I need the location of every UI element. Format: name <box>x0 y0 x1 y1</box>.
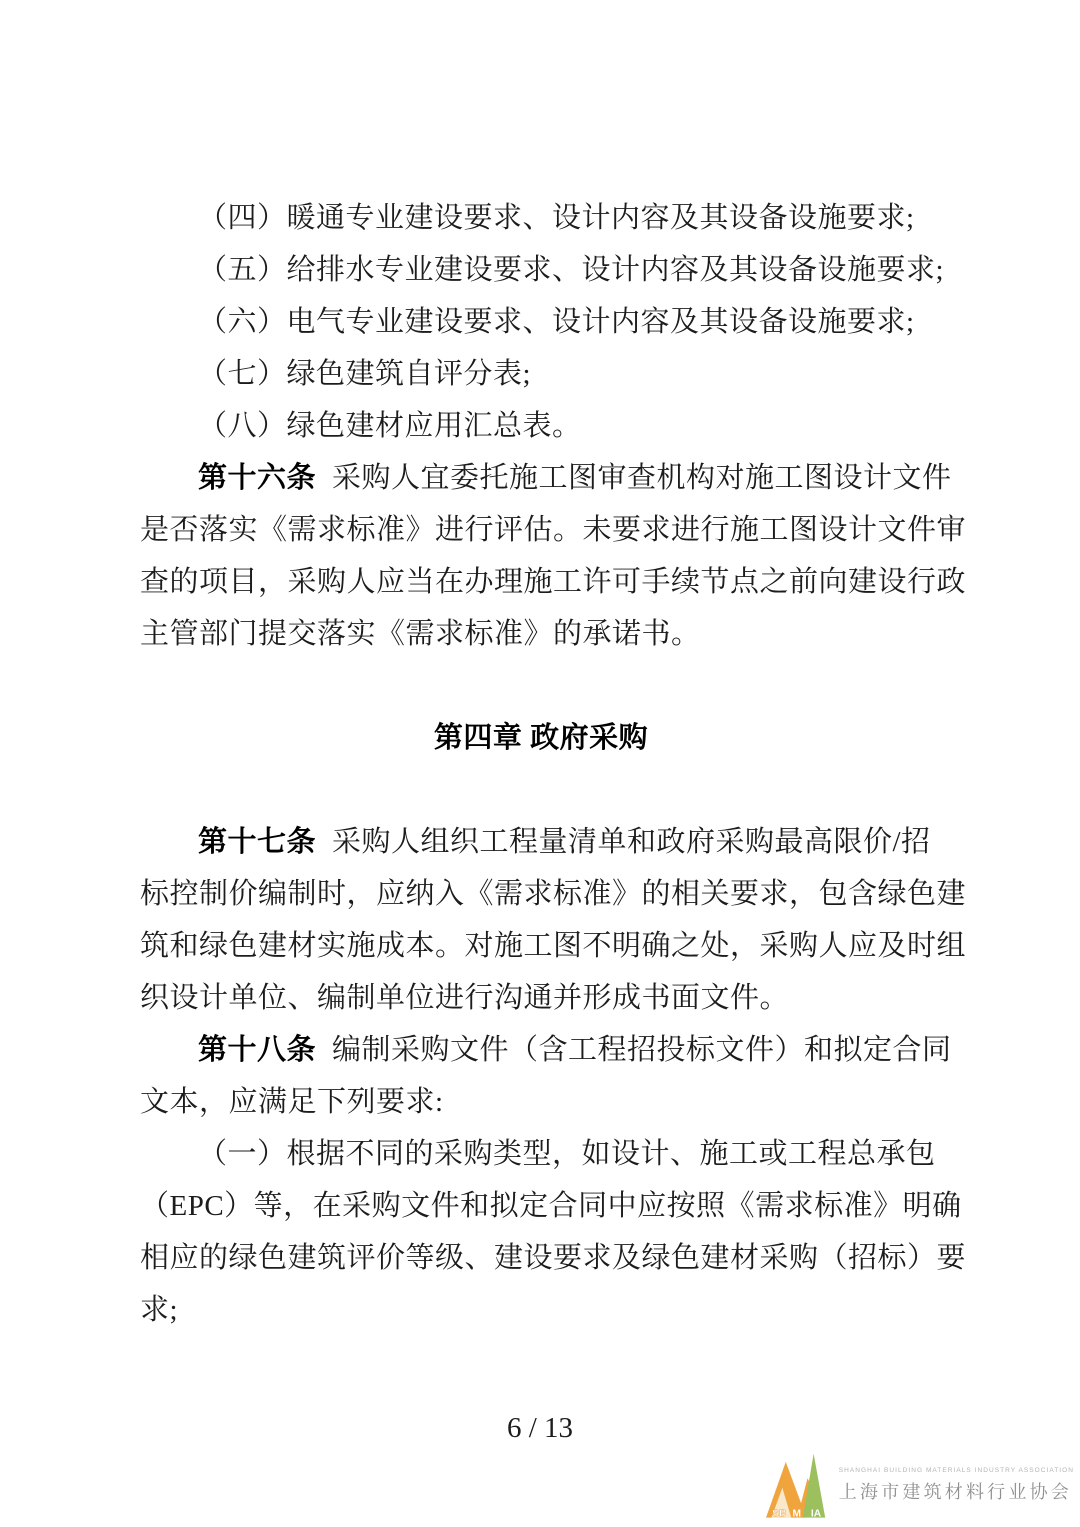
article-17-line: 筑和绿色建材实施成本。对施工图不明确之处，采购人应及时组 <box>140 930 967 962</box>
clause-1-line: （一）根据不同的采购类型，如设计、施工或工程总承包 <box>198 1138 936 1170</box>
article-16-line: 是否落实《需求标准》进行评估。未要求进行施工图设计文件审 <box>140 514 967 546</box>
list-item: （五）给排水专业建设要求、设计内容及其设备设施要求; <box>198 254 945 286</box>
logo-letters-m: M <box>792 1508 801 1520</box>
logo-chinese-name: 上海市建筑材料行业协会 <box>838 1481 1072 1502</box>
article-18-text: 编制采购文件（含工程招投标文件）和拟定合同 <box>331 1034 952 1066</box>
article-16-number: 第十六条 <box>198 462 317 494</box>
logo-letters-sb: SB <box>771 1508 787 1520</box>
list-item: （七）绿色建筑自评分表; <box>198 358 532 390</box>
article-17-line: 织设计单位、编制单位进行沟通并形成书面文件。 <box>140 982 790 1014</box>
clause-1-line: 相应的绿色建筑评价等级、建设要求及绿色建材采购（招标）要 <box>140 1242 967 1274</box>
article-16-text: 采购人宜委托施工图审查机构对施工图设计文件 <box>331 462 952 494</box>
article-18-line <box>140 1024 952 1076</box>
page-number: 6 / 13 <box>506 1412 574 1444</box>
article-17-line <box>140 816 942 868</box>
logo-english-name: SHANGHAI BUILDING MATERIALS INDUSTRY ASSOCIATION <box>838 1466 1074 1474</box>
article-16-line: 主管部门提交落实《需求标准》的承诺书。 <box>140 618 701 650</box>
article-17-number: 第十七条 <box>198 826 317 858</box>
list-item: （八）绿色建材应用汇总表。 <box>198 410 582 442</box>
article-16-line <box>140 452 952 504</box>
article-16-line: 查的项目，采购人应当在办理施工许可手续节点之前向建设行政 <box>140 566 967 598</box>
article-17-text: 采购人组织工程量清单和政府采购最高限价/招 <box>331 826 931 858</box>
list-item: （六）电气专业建设要求、设计内容及其设备设施要求; <box>198 306 915 338</box>
list-item: （四）暖通专业建设要求、设计内容及其设备设施要求; <box>198 202 915 234</box>
logo-mountain-icon <box>764 1449 832 1521</box>
association-logo <box>764 1449 1074 1521</box>
clause-1-line: （EPC）等，在采购文件和拟定合同中应按照《需求标准》明确 <box>140 1190 962 1222</box>
article-17-line: 标控制价编制时，应纳入《需求标准》的相关要求，包含绿色建 <box>140 878 967 910</box>
article-18-line: 文本，应满足下列要求: <box>140 1086 444 1118</box>
chapter-heading: 第四章 政府采购 <box>433 722 649 754</box>
logo-letters-ia: IA <box>810 1508 821 1520</box>
clause-1-line: 求; <box>140 1294 179 1326</box>
article-18-number: 第十八条 <box>198 1034 317 1066</box>
logo-text-block <box>839 1467 1074 1504</box>
document-body <box>140 192 967 1336</box>
